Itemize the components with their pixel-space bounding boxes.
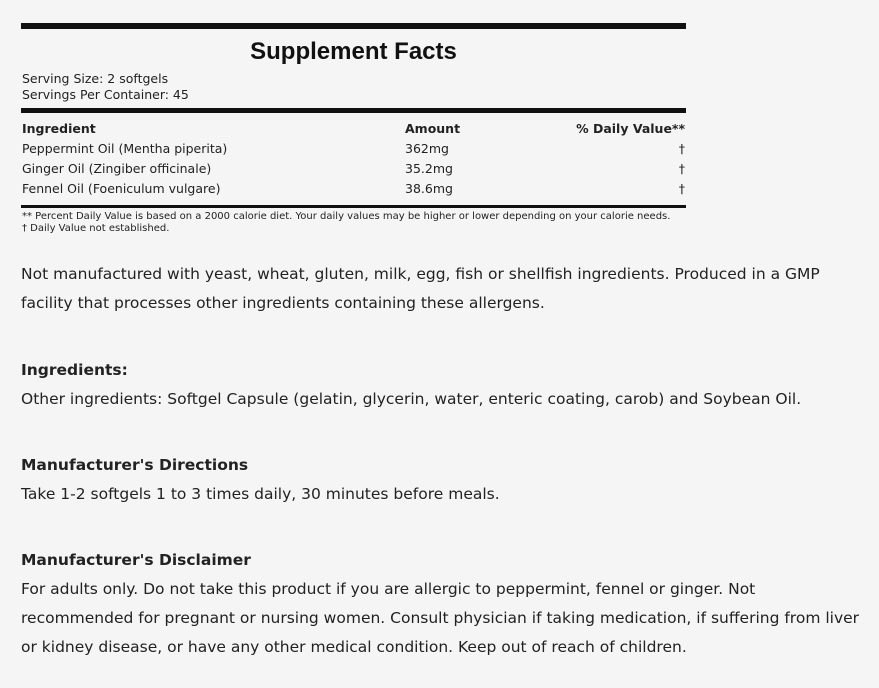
header-amount: Amount [405, 121, 461, 136]
servings-per-container: Servings Per Container: 45 [22, 87, 189, 102]
table-row [21, 159, 686, 179]
row-daily-value: † [678, 141, 685, 156]
footnotes [21, 211, 686, 235]
serving-info [21, 71, 686, 103]
facts-table [21, 119, 686, 199]
ingredients-text: Other ingredients: Softgel Capsule (gelatin, glycerin, water, enteric coating, carob) and Soybean Oil. [21, 390, 802, 408]
directions-heading: Manufacturer's Directions [21, 456, 249, 474]
allergen-note: Not manufactured with yeast, wheat, gluten, milk, egg, fish or shellfish ingredients. Produced in a GMP facility that processes other ingredients containing these allergens. [21, 265, 820, 312]
row-daily-value: † [678, 161, 685, 176]
disclaimer-section [21, 546, 871, 662]
row-ingredient: Peppermint Oil (Mentha piperita) [22, 141, 228, 156]
table-row [21, 179, 686, 199]
row-amount: 35.2mg [405, 161, 453, 176]
supplement-facts-panel [21, 23, 686, 235]
footnote-not-established: † Daily Value not established. [22, 223, 170, 234]
row-ingredient: Fennel Oil (Foeniculum vulgare) [22, 181, 221, 196]
row-amount: 38.6mg [405, 181, 453, 196]
directions-text: Take 1-2 softgels 1 to 3 times daily, 30 minutes before meals. [21, 485, 500, 503]
table-row [21, 139, 686, 159]
footnote-daily-value: ** Percent Daily Value is based on a 2000 calorie diet. Your daily values may be higher or lower depending on your calorie needs. [22, 211, 671, 222]
row-ingredient: Ginger Oil (Zingiber officinale) [22, 161, 212, 176]
row-daily-value: † [678, 181, 685, 196]
directions-section [21, 451, 871, 509]
header-daily-value: % Daily Value** [576, 121, 685, 136]
facts-title: Supplement Facts [250, 38, 457, 65]
middle-rule [21, 108, 686, 113]
row-amount: 362mg [405, 141, 449, 156]
header-ingredient: Ingredient [22, 121, 96, 136]
table-header-row [21, 119, 686, 139]
ingredients-section [21, 356, 871, 414]
top-rule [21, 23, 686, 29]
serving-size: Serving Size: 2 softgels [22, 71, 169, 86]
disclaimer-text: For adults only. Do not take this product if you are allergic to peppermint, fennel or ginger. Not recommended for pregnant or nursing women. Consult physician if taking medication, if suffering from liver or kidney disease, or have any other medical condition. Keep out of reach of children. [21, 580, 860, 656]
disclaimer-heading: Manufacturer's Disclaimer [21, 551, 251, 569]
ingredients-heading: Ingredients: [21, 361, 128, 379]
bottom-rule [21, 205, 686, 208]
